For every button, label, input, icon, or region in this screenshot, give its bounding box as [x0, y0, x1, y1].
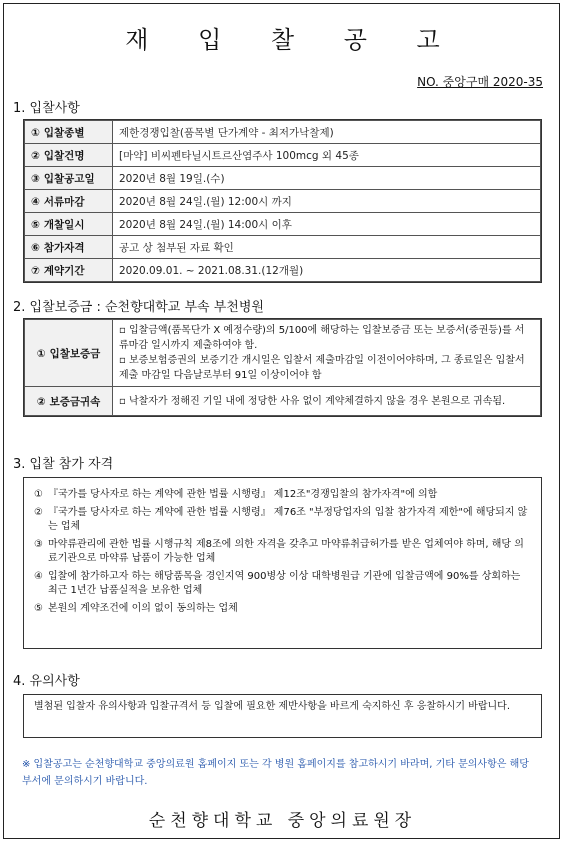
row-number: ⑤ — [31, 218, 40, 231]
list-item — [34, 570, 531, 598]
item-number: ⑤ — [34, 603, 43, 614]
row-value: 2020년 8월 24일.(월) 14:00시 이후 — [113, 213, 541, 236]
notice-title: 재 입 찰 공 고 — [125, 26, 461, 54]
row-value — [113, 387, 541, 416]
row-number: ③ — [31, 172, 40, 185]
table-row — [25, 259, 541, 282]
notes-box — [23, 694, 542, 738]
signature: 순천향대학교 중앙의료원장 — [148, 811, 417, 831]
table-row — [25, 387, 541, 416]
row-label — [25, 236, 113, 259]
section2-heading: 2. 입찰보증금 : 순천향대학교 부속 부천병원 — [13, 300, 264, 315]
row-number: ② — [31, 149, 40, 162]
row-label — [25, 167, 113, 190]
list-item — [34, 538, 531, 566]
row-number: ⑦ — [31, 264, 40, 277]
row-label — [25, 213, 113, 236]
row-value — [113, 320, 541, 387]
row-label — [25, 320, 113, 387]
bid-bond-table — [24, 319, 541, 416]
list-item — [34, 602, 531, 616]
row-value: 제한경쟁입찰(품목별 단가계약 - 최저가낙찰제) — [113, 121, 541, 144]
row-label — [25, 121, 113, 144]
item-text: 본원의 계약조건에 이의 없이 동의하는 업체 — [48, 603, 238, 614]
row-value: 2020년 8월 24일.(월) 12:00시 까지 — [113, 190, 541, 213]
item-text: 입찰에 참가하고자 하는 해당품목을 경인지역 900병상 이상 대학병원급 기관에 입찰금액에 90%를 상회하는 최근 1년간 납품실적을 보유한 업체 — [48, 571, 521, 596]
qualification-box — [23, 477, 542, 649]
row-label — [25, 144, 113, 167]
table-row — [25, 144, 541, 167]
section1-heading: 1. 입찰사항 — [13, 101, 80, 116]
row-label-text: 서류마감 — [43, 195, 85, 208]
qualification-list — [24, 478, 541, 630]
bullet-line: ▫ 낙찰자가 정해진 기일 내에 정당한 사유 없이 계약체결하지 않을 경우 본원으로 귀속됨. — [119, 395, 506, 407]
bullet-line: ▫ 보증보험증권의 보증기간 개시일은 입찰서 제출마감일 이전이어야하며, 그 종료일은 입찰서 제출 마감일 다음날로부터 91일 이상이어야 함 — [119, 355, 525, 381]
row-value: 공고 상 첨부된 자료 확인 — [113, 236, 541, 259]
row-label-text: 입찰건명 — [43, 149, 85, 162]
item-number: ② — [34, 507, 43, 518]
item-text: 마약류관리에 관한 법률 시행규칙 제8조에 의한 자격을 갖추고 마약류취급허가를 받은 업체여야 하며, 해당 의료기관으로 마약류 납품이 가능한 업체 — [48, 539, 524, 564]
table-row — [25, 320, 541, 387]
list-item — [34, 506, 531, 534]
section4-heading: 4. 유의사항 — [13, 674, 80, 689]
item-text: 『국가를 당사자로 하는 계약에 관한 법률 시행령』 제76조 "부정당업자의 입찰 참가자격 제한"에 해당되지 않는 업체 — [48, 507, 528, 532]
item-text: 『국가를 당사자로 하는 계약에 관한 법률 시행령』 제12조"경쟁입찰의 참가자격"에 의함 — [48, 489, 438, 500]
row-label-text: 입찰보증금 — [49, 347, 101, 360]
item-number: ④ — [34, 571, 43, 582]
item-number: ① — [34, 489, 43, 500]
table-row — [25, 167, 541, 190]
row-number: ⑥ — [31, 241, 40, 254]
row-value: 2020년 8월 19일.(수) — [113, 167, 541, 190]
row-label-text: 참가자격 — [43, 241, 85, 254]
row-label-text: 계약기간 — [43, 264, 85, 277]
notice-number: NO. 중앙구매 2020-35 — [417, 75, 543, 89]
table-row — [25, 190, 541, 213]
row-value: 2020.09.01. ~ 2021.08.31.(12개월) — [113, 259, 541, 282]
row-value: [마약] 비씨펜타닐시트르산염주사 100mcg 외 45종 — [113, 144, 541, 167]
row-label-text: 보증금귀속 — [49, 395, 101, 408]
row-label-text: 입찰공고일 — [43, 172, 95, 185]
notes-text: 별첨된 입찰자 유의사항과 입찰규격서 등 입찰에 필요한 제반사항을 바르게 숙지하신 후 응찰하시기 바랍니다. — [34, 701, 511, 712]
section1-table-box — [23, 119, 542, 283]
list-item — [34, 488, 531, 502]
row-label — [25, 190, 113, 213]
row-label-text: 입찰종별 — [43, 126, 85, 139]
row-label — [25, 259, 113, 282]
section3-heading: 3. 입찰 참가 자격 — [13, 457, 114, 472]
row-number: ① — [36, 347, 46, 360]
item-number: ③ — [34, 539, 43, 550]
row-number: ① — [31, 126, 40, 139]
bid-details-table — [24, 120, 541, 282]
row-number: ④ — [31, 195, 40, 208]
table-row — [25, 121, 541, 144]
row-number: ② — [36, 395, 46, 408]
bullet-line: ▫ 입찰금액(품목단가 X 예정수량)의 5/100에 해당하는 입찰보증금 또는 보증서(증권등)를 서류마감 일시까지 제출하여야 함. — [119, 325, 525, 351]
footnote: ※ 입찰공고는 순천향대학교 중앙의료원 홈페이지 또는 각 병원 홈페이지를 참고하시기 바라며, 기타 문의사항은 해당부서에 문의하시기 바랍니다. — [22, 759, 529, 787]
table-row — [25, 213, 541, 236]
row-label-text: 개찰일시 — [43, 218, 85, 231]
row-label — [25, 387, 113, 416]
table-row — [25, 236, 541, 259]
section2-table-box — [23, 318, 542, 417]
